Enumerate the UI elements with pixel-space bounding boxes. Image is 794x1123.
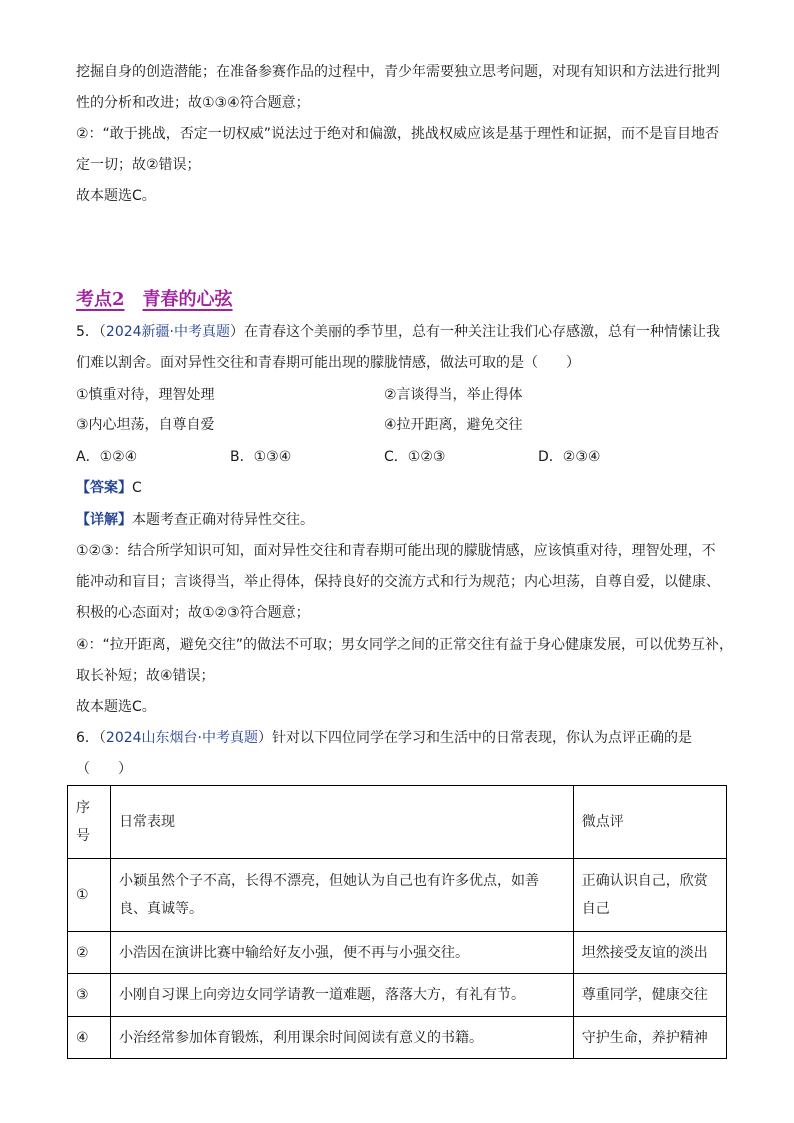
table-header-cell: 序号 [68,786,111,859]
intro-line: 性的分析和改进；故①③④符合题意； [76,95,310,111]
question-stem-text: （ ） [76,761,132,777]
option-a: A．①②④ [76,449,138,465]
question-6-stem [76,728,692,748]
table-cell: 小刚自习课上向旁边女同学请教一道难题，落落大方，有礼有节。 [111,974,574,1017]
table-cell: 尊重同学，健康交往 [573,974,726,1017]
table-cell: ③ [68,974,111,1017]
detail-line: 故本题选C。 [76,699,156,715]
answer-value: C [132,480,142,496]
section-title: 青春的心弦 [142,289,233,310]
table-cell: 小浩因在演讲比赛中输给好友小强，便不再与小强交往。 [111,932,574,974]
detail-line: 积极的心态面对；故①②③符合题意； [76,605,310,621]
section-heading [76,285,233,311]
detail-text: 本题考查正确对待异性交往。 [132,512,314,528]
detail-line [76,510,314,530]
table-header-cell: 微点评 [573,786,726,859]
intro-line: 定一切；故②错误； [76,157,201,173]
table-cell: 守护生命，养护精神 [573,1017,726,1059]
section-label: 考点2 [76,289,125,310]
question-stem-text: ）在青春这个美丽的季节里，总有一种关注让我们心存感激，总有一种情愫让我 [230,324,721,340]
option-b: B．①③④ [230,449,292,465]
table-row [68,974,727,1017]
table-row [68,932,727,974]
table-row [68,1017,727,1059]
table-cell: ① [68,859,111,932]
question-number: 5．（ [76,324,106,340]
table-header-row [68,786,727,859]
answer-line [76,478,142,498]
detail-line: 取长补短；故④错误； [76,668,215,684]
table-row [68,859,727,932]
question-5-stem [76,322,720,342]
intro-line: 挖掘自身的创造潜能；在准备参赛作品的过程中，青少年需要独立思考问题，对现有知识和方法进行批判 [76,64,720,80]
statement: ①慎重对待，理智处理 [76,387,215,403]
table-cell: ④ [68,1017,111,1059]
question-stem-text: ）针对以下四位同学在学习和生活中的日常表现，你认为点评正确的是 [258,730,693,746]
table-header-cell: 日常表现 [111,786,574,859]
intro-line: 故本题选C。 [76,188,156,204]
statement: ③内心坦荡，自尊自爱 [76,417,215,433]
intro-line: ②：“敢于挑战，否定一切权威”说法过于绝对和偏激，挑战权威应该是基于理性和证据，而不是盲目地否 [76,126,720,142]
table-cell: 小颖虽然个子不高，长得不漂亮，但她认为自己也有许多优点，如善良、真诚等。 [111,859,574,932]
detail-line: 能冲动和盲目；言谈得当，举止得体，保持良好的交流方式和行为规范；内心坦荡，自尊自爱，以健康、 [76,574,720,590]
table-cell: 坦然接受友谊的淡出 [573,932,726,974]
question-number: 6．（ [76,730,106,746]
table-cell: 正确认识自己，欣赏自己 [573,859,726,932]
question-source: 2024山东烟台·中考真题 [105,730,259,746]
table-cell: 小治经常参加体育锻炼，利用课余时间阅读有意义的书籍。 [111,1017,574,1059]
statement: ②言谈得当，举止得体 [384,387,523,403]
question-source: 2024新疆·中考真题 [105,324,231,340]
evaluation-table [67,785,727,1059]
statement: ④拉开距离，避免交往 [384,417,523,433]
option-d: D．②③④ [538,449,601,465]
detail-line: ①②③：结合所学知识可知，面对异性交往和青春期可能出现的朦胧情感，应该慎重对待，理智处理，不 [76,543,716,559]
detail-label: 【详解】 [76,512,132,528]
answer-label: 【答案】 [76,480,132,496]
option-c: C．①②③ [384,449,446,465]
table-cell: ② [68,932,111,974]
question-stem-text: 们难以割舍。面对异性交往和青春期可能出现的朦胧情感，做法可取的是（ ） [76,355,580,371]
detail-line: ④：“拉开距离，避免交往”的做法不可取；男女同学之间的正常交往有益于身心健康发展，可以优势互补， [76,637,734,653]
